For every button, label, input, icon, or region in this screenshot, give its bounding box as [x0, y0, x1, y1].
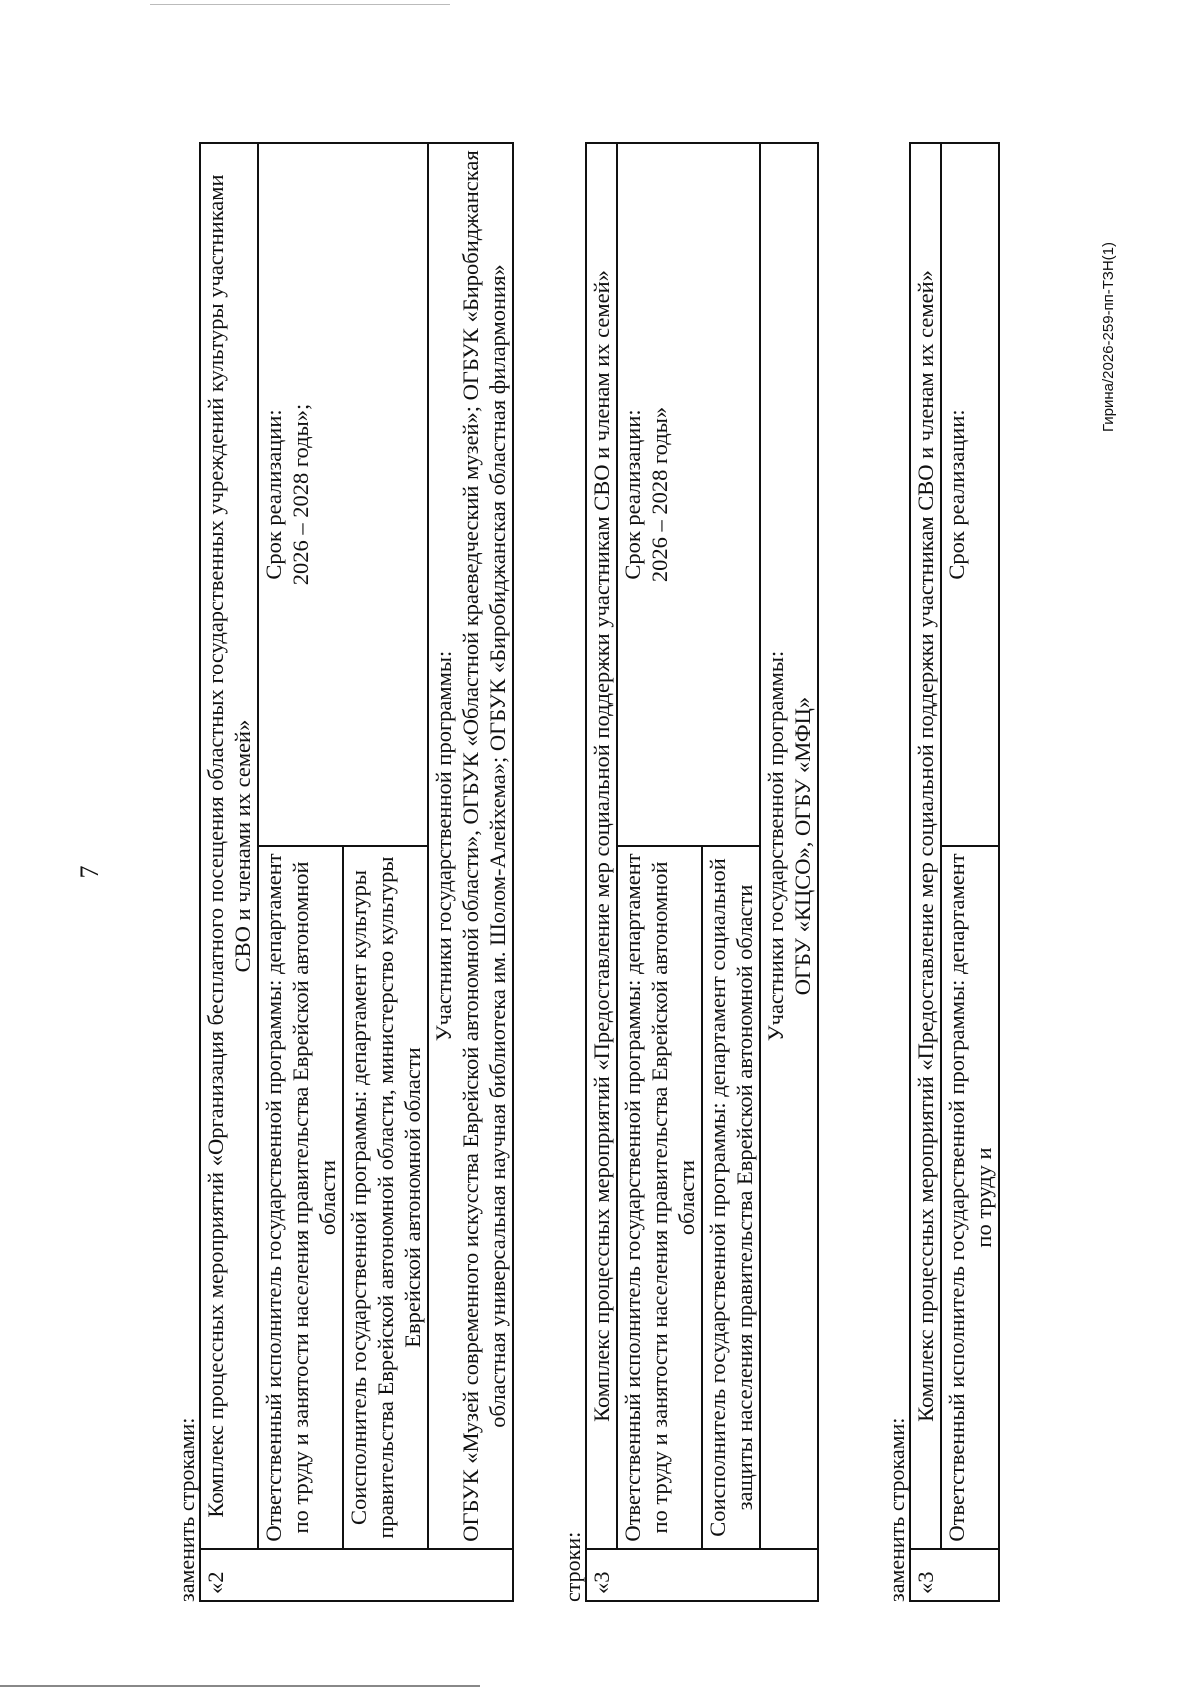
term-cell [258, 143, 428, 846]
complex-title: Комплекс процессных мероприятий «Предоставление мер социальной поддержки участникам СВО и членам их семей» [586, 143, 617, 1549]
table-row [760, 143, 818, 1601]
term-label: Срок реализации: [261, 409, 286, 580]
table-complex-2 [199, 142, 514, 1602]
scan-edge-line [150, 4, 450, 5]
term-value: 2026 – 2028 годы» [647, 406, 672, 583]
responsible-executor: Ответственный исполнитель государственной программы: департамент по труду и занятости населения правительства Еврейской автономной области [258, 846, 343, 1549]
page-number: 7 [75, 865, 104, 879]
co-executor: Соисполнитель государственной программы: департамент социальной защиты населения правительства Еврейской автономной области [702, 846, 760, 1549]
participants-title: Участники государственной программы: [431, 650, 456, 1042]
complex-title: Комплекс процессных мероприятий «Предоставление мер социальной поддержки участникам СВО и членам их семей» [910, 143, 941, 1549]
responsible-executor: Ответственный исполнитель государственной программы: департамент по труду и занятости населения правительства Еврейской автономной области [617, 846, 702, 1549]
replace-with-rows-label-2: заменить строками: [884, 1417, 909, 1602]
row-number: «3 [910, 1549, 999, 1601]
participants-title: Участники государственной программы: [763, 650, 788, 1042]
table-row [258, 143, 343, 1601]
participants-list: ОГБУК «Музей современного искусства Еврейской автономной области», ОГБУК «Областной краеведческий музей»; ОГБУК «Биробиджанская областная универсальная научная библиотека им. Шолом-Алейхема»; ОГБУК «Биробиджанская областная филармония» [458, 150, 510, 1542]
participants-cell [428, 143, 513, 1549]
complex-title: Комплекс процессных мероприятий «Организация бесплатного посещения областных государственных учреждений культуры участниками СВО и членами их семей» [200, 143, 258, 1549]
table-complex-3-old [585, 142, 819, 1602]
table-row [586, 143, 617, 1601]
term-label: Срок реализации: [620, 409, 645, 580]
table-complex-3-new [909, 142, 1000, 1602]
table-row [428, 143, 513, 1601]
participants-list: ОГБУ «КЦСО», ОГБУ «МФЦ» [790, 696, 815, 996]
term-value: 2026 – 2028 годы»; [288, 403, 313, 586]
co-executor: Соисполнитель государственной программы: департамент культуры правительства Еврейской автономной области, министерство культуры Еврейской автономной области [343, 846, 428, 1549]
responsible-executor: Ответственный исполнитель государственной программы: департамент по труду и [941, 846, 999, 1549]
table-row [941, 143, 999, 1601]
row-number: «3 [586, 1549, 818, 1601]
row-number: «2 [200, 1549, 513, 1601]
scan-edge-line [0, 1685, 480, 1687]
document-page [75, 142, 1175, 1602]
table-row [910, 143, 941, 1601]
participants-cell [760, 143, 818, 1549]
table-row [200, 143, 258, 1601]
term-cell [941, 143, 999, 846]
term-cell [617, 143, 760, 846]
rows-label: строки: [560, 1531, 585, 1602]
table-row [617, 143, 702, 1601]
replace-with-rows-label-1: заменить строками: [174, 1417, 199, 1602]
document-code: Гирина/2026-259-пп-ТЗН(1) [1100, 241, 1117, 432]
term-label: Срок реализации: [944, 409, 969, 580]
